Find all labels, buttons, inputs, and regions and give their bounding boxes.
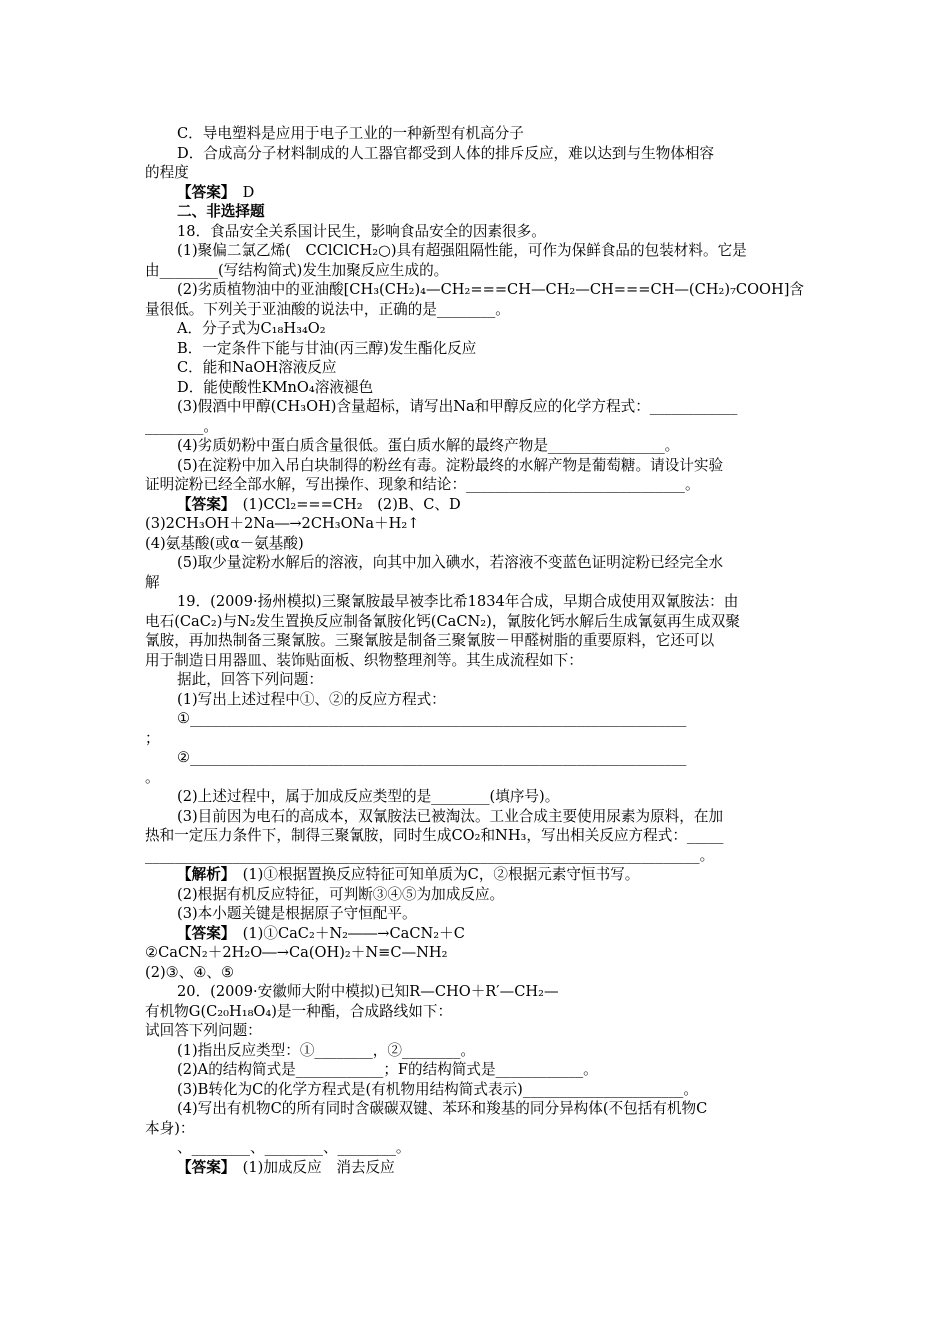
- text-line: (2)劣质植物油中的亚油酸[CH₃(CH₂)₄—CH₂===CH—CH₂—CH===CH—(CH₂)₇COOH]含: [177, 281, 805, 298]
- text-line: 用于制造日用器皿、装饰贴面板、织物整理剂等。其生成流程如下：: [145, 651, 583, 669]
- text-line: (2)根据有机反应特征，可判断③④⑤为加成反应。: [177, 885, 505, 903]
- answer-tag: 【答案】: [177, 495, 229, 513]
- text-line: (2)上述过程中，属于加成反应类型的是________(填序号)。: [177, 788, 560, 805]
- text-line: 证明淀粉已经全部水解，写出操作、现象和结论：______________________________。: [145, 476, 700, 493]
- text-line: 二、非选择题: [177, 203, 265, 220]
- text-line: 20．(2009·安徽师大附中模拟)已知R—CHO＋R′—CH₂—: [177, 983, 559, 1000]
- text-line: 据此，回答下列问题：: [177, 671, 323, 688]
- text-line: C．能和NaOH溶液反应: [177, 359, 337, 376]
- text-line: (5)在淀粉中加入吊白块制得的粉丝有毒。淀粉最终的水解产物是葡萄糖。请设计实验: [177, 456, 724, 474]
- text-line: ②____________________________________________________________________: [177, 749, 687, 766]
- text-line: (5)取少量淀粉水解后的溶液，向其中加入碘水，若溶液不变蓝色证明淀粉已经完全水: [177, 554, 724, 571]
- text-line: 解: [145, 573, 160, 591]
- text-line: 试回答下列问题：: [145, 1022, 262, 1039]
- text-line: (4)写出有机物C的所有同时含碳碳双键、苯环和羧基的同分异构体(不包括有机物C: [177, 1100, 708, 1117]
- answer-line: 【答案】 (1)①CaC₂＋N₂――→CaCN₂＋C: [177, 924, 465, 942]
- text-line: ________。: [145, 417, 218, 435]
- text-line: 量很低。下列关于亚油酸的说法中，正确的是________。: [145, 300, 510, 318]
- text-line: A．分子式为C₁₈H₃₄O₂: [177, 320, 326, 337]
- document-body: [145, 124, 809, 1177]
- text-line: (3)B转化为C的化学方程式是(有机物用结构简式表示)______________________。: [177, 1080, 698, 1098]
- text-line: 热和一定压力条件下，制得三聚氰胺，同时生成CO₂和NH₃，写出相关反应方程式：_____: [145, 827, 724, 844]
- answer-line: 【解析】 (1)①根据置换反应特征可知单质为C，②根据元素守恒书写。: [177, 866, 640, 883]
- text-line: (2)③、④、⑤: [145, 963, 235, 981]
- text-line: (4)劣质奶粉中蛋白质含量很低。蛋白质水解的最终产物是________________。: [177, 437, 680, 454]
- text-line: ①____________________________________________________________________: [177, 710, 687, 727]
- text-line: ；: [145, 729, 160, 747]
- text-line: 的程度: [145, 164, 189, 181]
- text-line: (3)假酒中甲醇(CH₃OH)含量超标，请写出Na和甲醇反应的化学方程式：____________: [177, 398, 738, 415]
- text-line: 电石(CaC₂)与N₂发生置换反应制备氰胺化钙(CaCN₂)，氰胺化钙水解后生成氰氨再生成双聚: [145, 612, 740, 630]
- text-line: 本身)：: [145, 1119, 195, 1137]
- text-line: 。: [145, 768, 160, 786]
- answer-line: 【答案】 D: [177, 183, 255, 201]
- text-line: 由________(写结构简式)发生加聚反应生成的。: [145, 261, 449, 279]
- text-line: (2)A的结构简式是____________；F的结构简式是____________。: [177, 1061, 598, 1078]
- text-line: (3)目前因为电石的高成本，双氰胺法已被淘汰。工业合成主要使用尿素为原料，在加: [177, 807, 724, 825]
- text-line: B．一定条件下能与甘油(丙三醇)发生酯化反应: [177, 339, 477, 357]
- text-line: (4)氨基酸(或α－氨基酸): [145, 534, 304, 552]
- text-line: 有机物G(C₂₀H₁₈O₄)是一种酯，合成路线如下：: [145, 1002, 453, 1020]
- text-line: D．合成高分子材料制成的人工器官都受到人体的排斥反应，难以达到与生物体相容: [177, 144, 715, 162]
- answer-line: 【答案】 (1)CCl₂===CH₂ (2)B、C、D: [177, 495, 461, 513]
- text-line: 氰胺，再加热制备三聚氰胺。三聚氰胺是制备三聚氰胺－甲醛树脂的重要原料，它还可以: [145, 632, 715, 649]
- answer-tag: 【解析】: [177, 866, 229, 883]
- answer-tag: 【答案】: [177, 183, 229, 201]
- answer-tag: 【答案】: [177, 924, 229, 942]
- text-line: (1)写出上述过程中①、②的反应方程式：: [177, 690, 446, 708]
- text-line: (3)2CH₃OH＋2Na―→2CH₃ONa＋H₂↑: [145, 515, 420, 532]
- text-line: 18．食品安全关系国计民生，影响食品安全的因素很多。: [177, 222, 546, 240]
- text-line: ②CaCN₂＋2H₂O―→Ca(OH)₂＋N≡C—NH₂: [145, 944, 448, 961]
- answer-line: 【答案】 (1)加成反应 消去反应: [177, 1158, 395, 1176]
- text-line: D．能使酸性KMnO₄溶液褪色: [177, 378, 374, 396]
- text-line: 19．(2009·扬州模拟)三聚氰胺最早被李比希1834年合成，早期合成使用双氰胺法：由: [177, 593, 739, 610]
- answer-tag: 【答案】: [177, 1158, 229, 1176]
- text-line: 、________、________、________。: [177, 1139, 411, 1156]
- text-line: ____________________________________________________________________________。: [145, 846, 715, 864]
- text-line: (3)本小题关键是根据原子守恒配平。: [177, 905, 417, 922]
- text-line: C．导电塑料是应用于电子工业的一种新型有机高分子: [177, 125, 524, 142]
- text-line: (1)聚偏二氯乙烯( CClClCH₂○)具有超强阻隔性能，可作为保鲜食品的包装材料。它是: [177, 242, 747, 259]
- text-line: (1)指出反应类型：①________，②________。: [177, 1041, 475, 1059]
